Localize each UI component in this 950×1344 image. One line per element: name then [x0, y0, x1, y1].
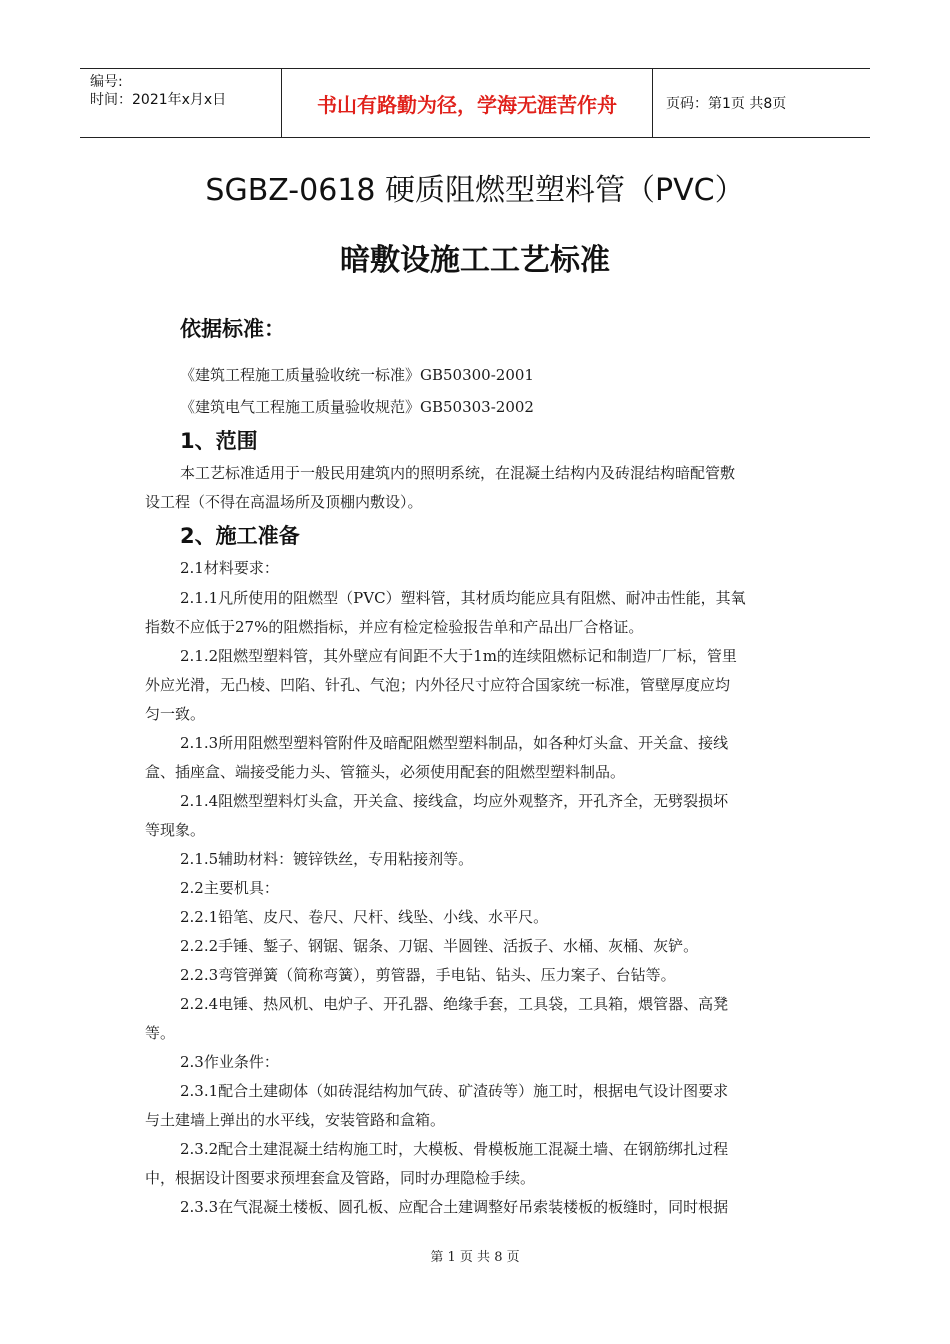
paragraph-line: 2.3作业条件：: [180, 1053, 279, 1071]
document-code-label: 编号:: [90, 74, 123, 90]
paragraph-line: 2.2.1铅笔、皮尺、卷尺、尺杆、线坠、小线、水平尺。: [180, 908, 549, 926]
header-page-info: 页码：第1页 共8页: [666, 96, 787, 112]
paragraph-line: 等现象。: [145, 821, 206, 839]
header-meta: [80, 69, 290, 141]
paragraph-line: 匀一致。: [145, 705, 206, 723]
document-title-line1: SGBZ-0618 硬质阻燃型塑料管（PVC）: [205, 173, 745, 208]
paragraph-line: 2.1材料要求：: [180, 559, 279, 577]
standard-item: 《建筑工程施工质量验收统一标准》GB50300-2001: [180, 366, 534, 384]
paragraph-line: 等。: [145, 1024, 176, 1042]
basis-heading: 依据标准：: [180, 317, 285, 341]
paragraph-line: 2.3.1配合土建砌体（如砖混结构加气砖、矿渣砖等）施工时，根据电气设计图要求: [180, 1082, 729, 1100]
paragraph-line: 2.1.5辅助材料：镀锌铁丝，专用粘接剂等。: [180, 850, 474, 868]
page-footer: 第 1 页 共 8 页: [430, 1250, 520, 1265]
paragraph-line: 2.3.2配合土建混凝土结构施工时，大模板、骨模板施工混凝土墙、在钢筋绑扎过程: [180, 1140, 729, 1158]
paragraph-line: 与土建墙上弹出的水平线，安装管路和盒箱。: [145, 1111, 446, 1129]
paragraph-line: 2.2.2手锤、錾子、钢锯、锯条、刀锯、半圆锉、活扳子、水桶、灰桶、灰铲。: [180, 937, 699, 955]
header-motto: 书山有路勤为径，学海无涯苦作舟: [281, 69, 653, 137]
paragraph-line: 设工程（不得在高温场所及顶棚内敷设）。: [145, 493, 423, 511]
document-date: 时间：2021年x月x日: [90, 92, 227, 108]
standard-item: 《建筑电气工程施工质量验收规范》GB50303-2002: [180, 398, 534, 416]
paragraph-line: 2.1.1凡所使用的阻燃型（PVC）塑料管，其材质均能应具有阻燃、耐冲击性能，其氧: [180, 589, 746, 607]
section-heading-preparation: 2、施工准备: [180, 524, 300, 548]
paragraph-line: 2.1.3所用阻燃型塑料管附件及暗配阻燃型塑料制品，如各种灯头盒、开关盒、接线: [180, 734, 729, 752]
document-title-line2: 暗敷设施工工艺标准: [340, 243, 610, 278]
paragraph-line: 本工艺标准适用于一般民用建筑内的照明系统，在混凝土结构内及砖混结构暗配管敷: [180, 464, 736, 482]
paragraph-line: 2.3.3在气混凝土楼板、圆孔板、应配合土建调整好吊索装楼板的板缝时，同时根据: [180, 1198, 729, 1216]
paragraph-line: 2.2主要机具：: [180, 879, 279, 897]
page-header: [80, 68, 870, 138]
paragraph-line: 外应光滑，无凸棱、凹陷、针孔、气泡；内外径尺寸应符合国家统一标准，管壁厚度应均: [145, 676, 731, 694]
paragraph-line: 指数不应低于27%的阻燃指标，并应有检定检验报告单和产品出厂合格证。: [145, 618, 644, 636]
paragraph-line: 2.2.3弯管弹簧（简称弯簧），剪管器，手电钻、钻头、压力案子、台钻等。: [180, 966, 676, 984]
paragraph-line: 2.2.4电锤、热风机、电炉子、开孔器、绝缘手套，工具袋，工具箱，煨管器、高凳: [180, 995, 729, 1013]
paragraph-line: 中，根据设计图要求预埋套盒及管路，同时办理隐检手续。: [145, 1169, 536, 1187]
paragraph-line: 2.1.2阻燃型塑料管，其外壁应有间距不大于1m的连续阻燃标记和制造厂厂标，管里: [180, 647, 737, 665]
paragraph-line: 盒、插座盒、端接受能力头、管箍头，必须使用配套的阻燃型塑料制品。: [145, 763, 626, 781]
section-heading-scope: 1、范围: [180, 429, 258, 453]
paragraph-line: 2.1.4阻燃型塑料灯头盒，开关盒、接线盒，均应外观整齐，开孔齐全，无劈裂损坏: [180, 792, 729, 810]
